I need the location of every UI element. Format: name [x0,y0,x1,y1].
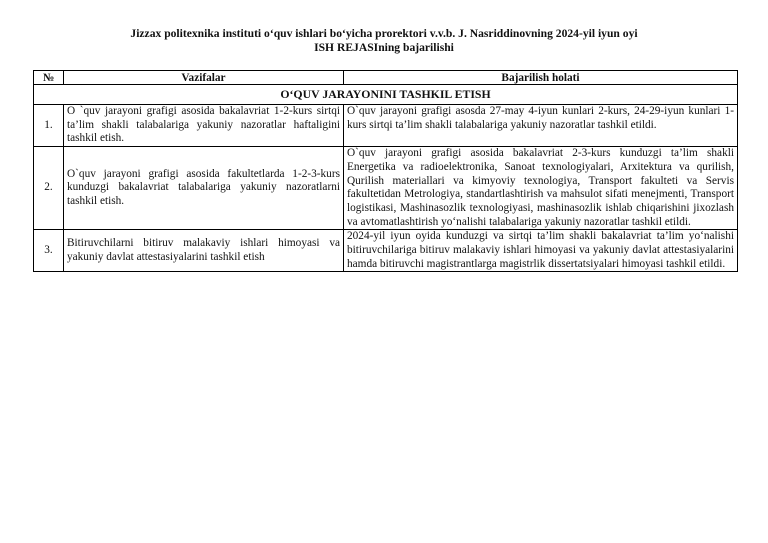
row-number: 3. [34,230,64,272]
row-task: Bitiruvchilarni bitiruv malakaviy ishlari himoyasi va yakuniy davlat attestasiyalarini tashkil etish [64,230,344,272]
document-title [40,27,728,55]
table-row [34,230,738,272]
table-row [34,105,738,147]
row-status: O`quv jarayoni grafigi asosida bakalavriat 2-3-kurs kunduzgi ta’lim shakli Energetika va radioelektronika, Sanoat texnologiyalari, Arxitektura va qurilish, Qurilish materiallari va kimyoviy texnologiya, Transport fakulteti va Servis fakultetidan Metrologiya, standartlashtirish va mahsulot sifati menejmenti, Transport logistikasi, Mashinasozlik texnologiyasi, mashinasozlik ishlab chiqarishini jixozlash va avtomatlashtirish yo‘nalishi talabalariga yakuniy nazoratlar tashkil etildi. [344,147,738,230]
row-task: O`quv jarayoni grafigi asosida fakultetlarda 1-2-3-kurs kunduzgi bakalavriat talabalariga yakuniy nazoratlarni tashkil etish. [64,147,344,230]
table-header-row [34,71,738,85]
title-line-1: Jizzax politexnika instituti o‘quv ishlari bo‘yicha prorektori v.v.b. J. Nasriddinovning 2024-yil iyun oyi [130,27,638,40]
section-title: O‘QUV JARAYONINI TASHKIL ETISH [34,85,738,105]
row-number: 2. [34,147,64,230]
section-row [34,85,738,105]
row-status: 2024-yil iyun oyida kunduzgi va sirtqi ta’lim shakli bakalavriat ta’lim yo‘nalishi bitiruvchilariga bitiruv malakaviy ishlari himoyasi va yakuniy davlat attestasiyalarini hamda bitiruvchi magistrantlarga magistrlik dissertatsiyalari himoyasi tashkil etildi. [344,230,738,272]
header-tasks: Vazifalar [64,71,344,85]
row-status: O`quv jarayoni grafigi asosda 27-may 4-iyun kunlari 2-kurs, 24-29-iyun kunlari 1-kurs sirtqi ta’lim shakli talabalariga yakuniy nazoratlar tashkil etildi. [344,105,738,147]
row-task: O `quv jarayoni grafigi asosida bakalavriat 1-2-kurs sirtqi ta’lim shakli talabalariga yakuniy nazoratlar haftaligini tashkil etish. [64,105,344,147]
row-number: 1. [34,105,64,147]
header-number: № [34,71,64,85]
work-plan-table [33,70,738,272]
title-line-2: ISH REJASIning bajarilishi [314,41,454,54]
table-row [34,147,738,230]
header-status: Bajarilish holati [344,71,738,85]
